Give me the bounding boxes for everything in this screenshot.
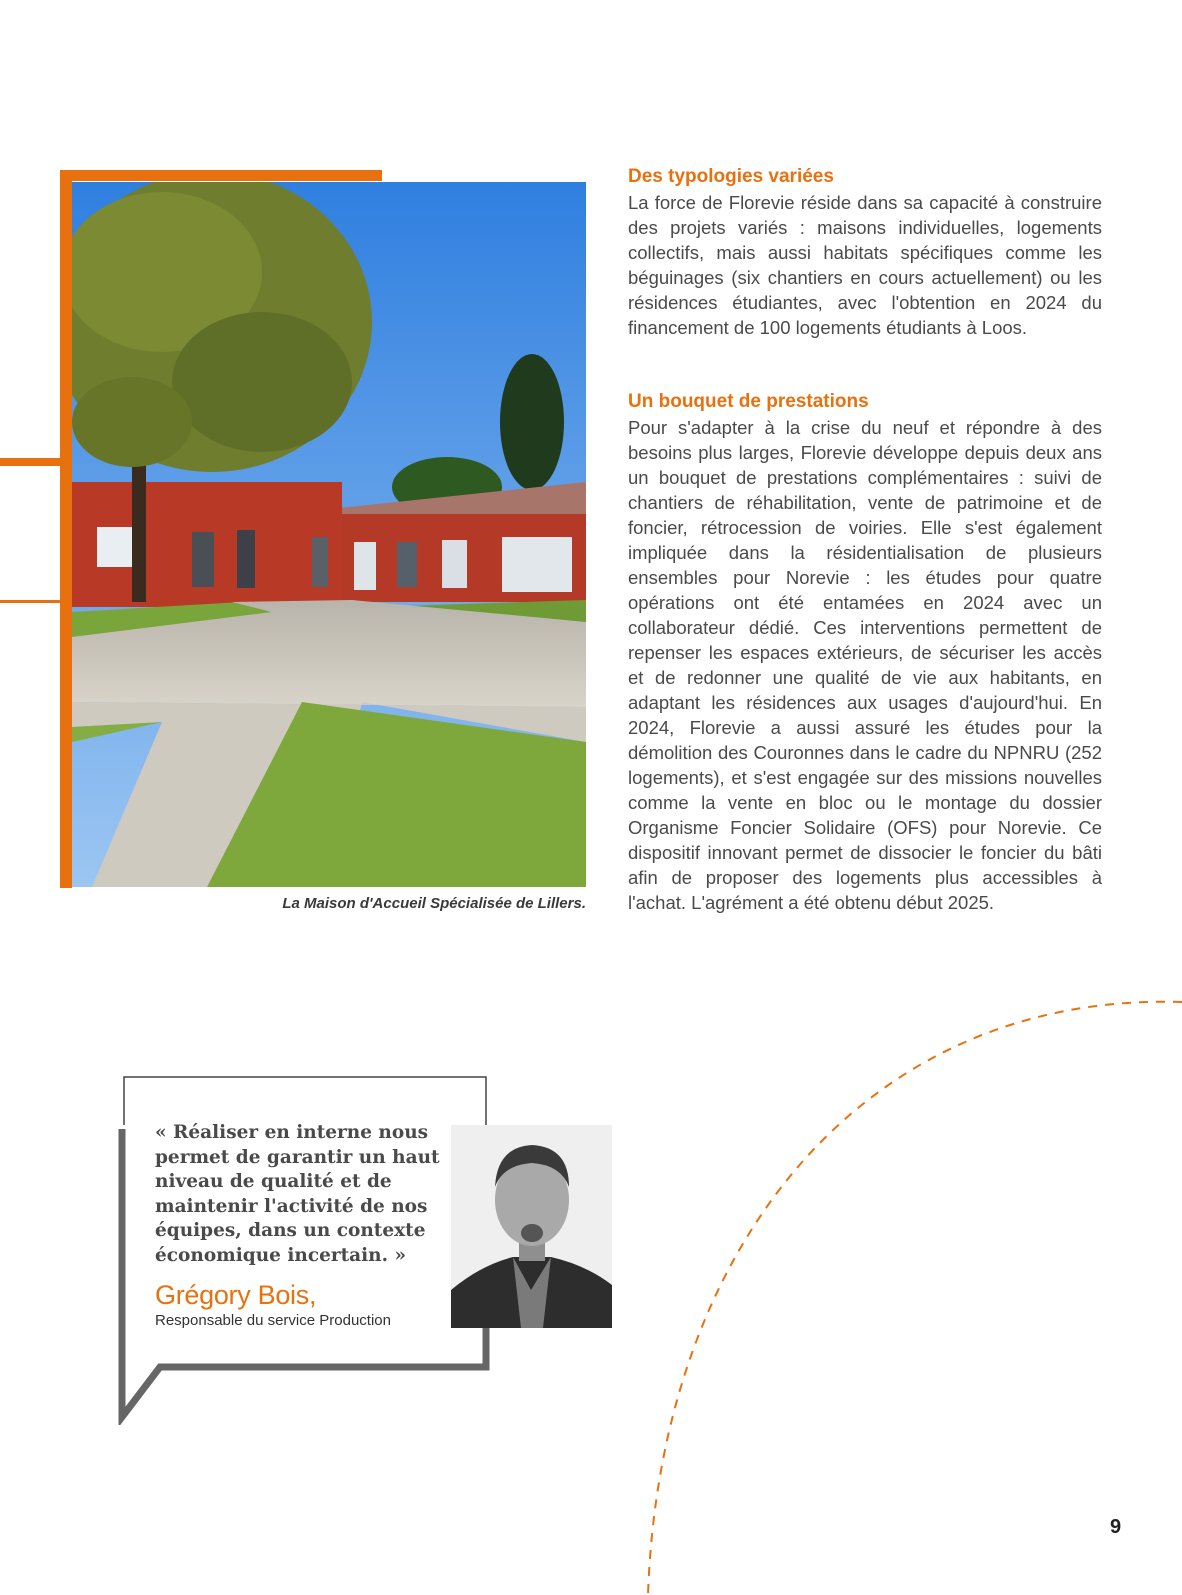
photo-caption: La Maison d'Accueil Spécialisée de Lillers. (282, 895, 586, 912)
building-photo (72, 182, 586, 887)
testimonial-role: Responsable du service Production (155, 1312, 391, 1329)
section-typologies (628, 164, 1102, 340)
section-body: Pour s'adapter à la crise du neuf et répondre à des besoins plus larges, Florevie développe depuis deux ans un bouquet de prestations complémentaires : suivi de chantiers de réhabilitation, vente de patrimoine et de foncier, rétrocession de voiries. Elle s'est également impliquée dans la résidentialisation de plusieurs ensembles pour Norevie : les études pour quatre opérations ont été entamées en 2024 avec un collaborateur dédié. Ces interventions permettent de repenser les espaces extérieurs, de sécuriser les accès et de redonner une qualité de vie aux habitants, en adaptant les résidences aux usages d'aujourd'hui. En 2024, Florevie a aussi assuré les études pour la démolition des Couronnes dans le cadre du NPNRU (252 logements), et s'est engagée sur des missions nouvelles comme la vente en bloc ou le montage du dossier Organisme Foncier Solidaire (OFS) pour Norevie. Ce dispositif innovant permet de dissocier le foncier du bâti afin de proposer des logements plus accessibles à l'achat. L'agrément a été obtenu début 2025. (628, 417, 1102, 913)
page-number: 9 (1110, 1516, 1122, 1538)
section-heading: Des typologies variées (628, 166, 834, 187)
orange-accent-line (0, 458, 70, 466)
section-prestations (628, 389, 1102, 915)
orange-frame-top (60, 170, 382, 181)
orange-accent-line-thin (0, 600, 68, 603)
testimonial-name: Grégory Bois, (155, 1280, 317, 1310)
orange-frame-left (60, 170, 72, 888)
portrait-photo (451, 1125, 612, 1328)
testimonial-quote: « Réaliser en interne nous permet de garantir un haut niveau de qualité et de maintenir l'activité de nos équipes, dans un contexte économique incertain. » (155, 1122, 440, 1266)
section-heading: Un bouquet de prestations (628, 391, 869, 412)
section-body: La force de Florevie réside dans sa capacité à construire des projets variés : maisons individuelles, logements collectifs, mais aussi habitats spécifiques comme les béguinages (six chantiers en cours actuellement) ou les résidences étudiantes, avec l'obtention en 2024 du financement de 100 logements étudiants à Loos. (628, 192, 1102, 338)
